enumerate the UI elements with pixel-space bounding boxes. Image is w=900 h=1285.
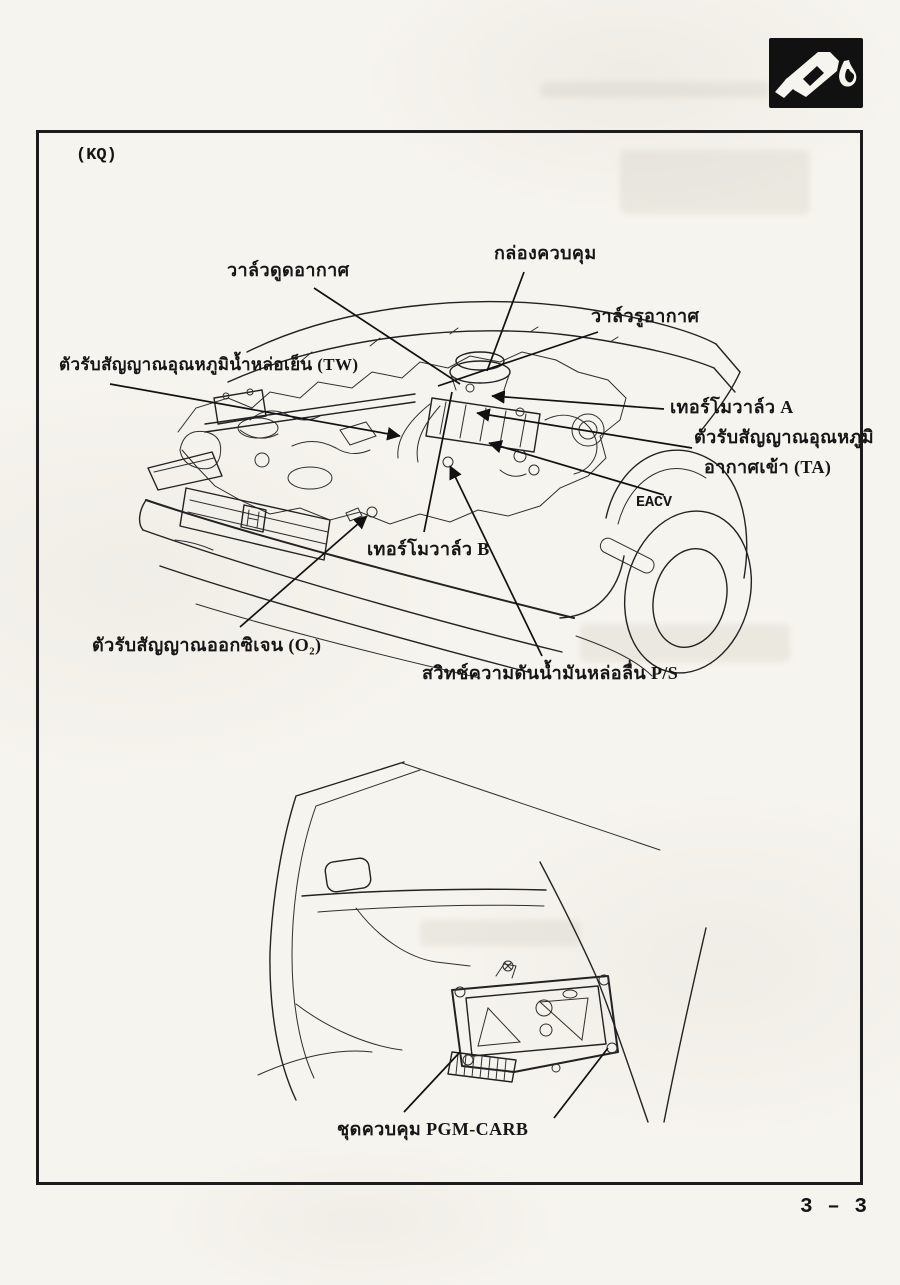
label-thermovalve-a: เทอร์โมวาล์ว A <box>670 397 794 417</box>
label-oil-pressure-switch: สวิทช์ความดันน้ำมันหล่อลื่น P/S <box>422 663 679 683</box>
label-oxygen-sensor: ตัวรับสัญญาณออกซิเจน (O₂) <box>92 635 322 655</box>
frame-code: (KQ) <box>76 146 117 165</box>
ecu-location-diagram <box>258 762 706 1122</box>
label-eacv: EACV <box>636 494 673 511</box>
label-intake-air-temp-line1: ตัวรับสัญญาณอุณหภูมิ <box>694 427 875 447</box>
label-air-suction-valve: วาล์วดูดอากาศ <box>227 260 350 280</box>
label-coolant-temp-sensor: ตัวรับสัญญาณอุณหภูมิน้ำหล่อเย็น (TW) <box>59 355 359 374</box>
label-control-box: กล่องควบคุม <box>494 243 597 263</box>
callout-intake-air-temp-sensor <box>477 413 692 448</box>
label-air-vent-valve: วาล์วรูอากาศ <box>591 306 700 326</box>
label-pgm-carb-unit: ชุดควบคุม PGM-CARB <box>337 1119 529 1139</box>
label-intake-air-temp-sensor <box>694 422 874 482</box>
callout-eacv <box>489 443 664 495</box>
callout-air-vent-valve <box>438 332 598 386</box>
callout-control-box <box>487 272 524 371</box>
ecu-box <box>448 961 618 1082</box>
page-number: 3 – 3 <box>800 1196 869 1219</box>
callout-thermovalve-b <box>424 392 452 532</box>
callout-thermovalve-a <box>492 396 664 409</box>
label-thermovalve-b: เทอร์โมวาล์ว B <box>367 539 490 559</box>
callout-pgm-carb-left <box>404 1052 460 1112</box>
label-intake-air-temp-line2: อากาศเข้า (TA) <box>704 457 832 477</box>
